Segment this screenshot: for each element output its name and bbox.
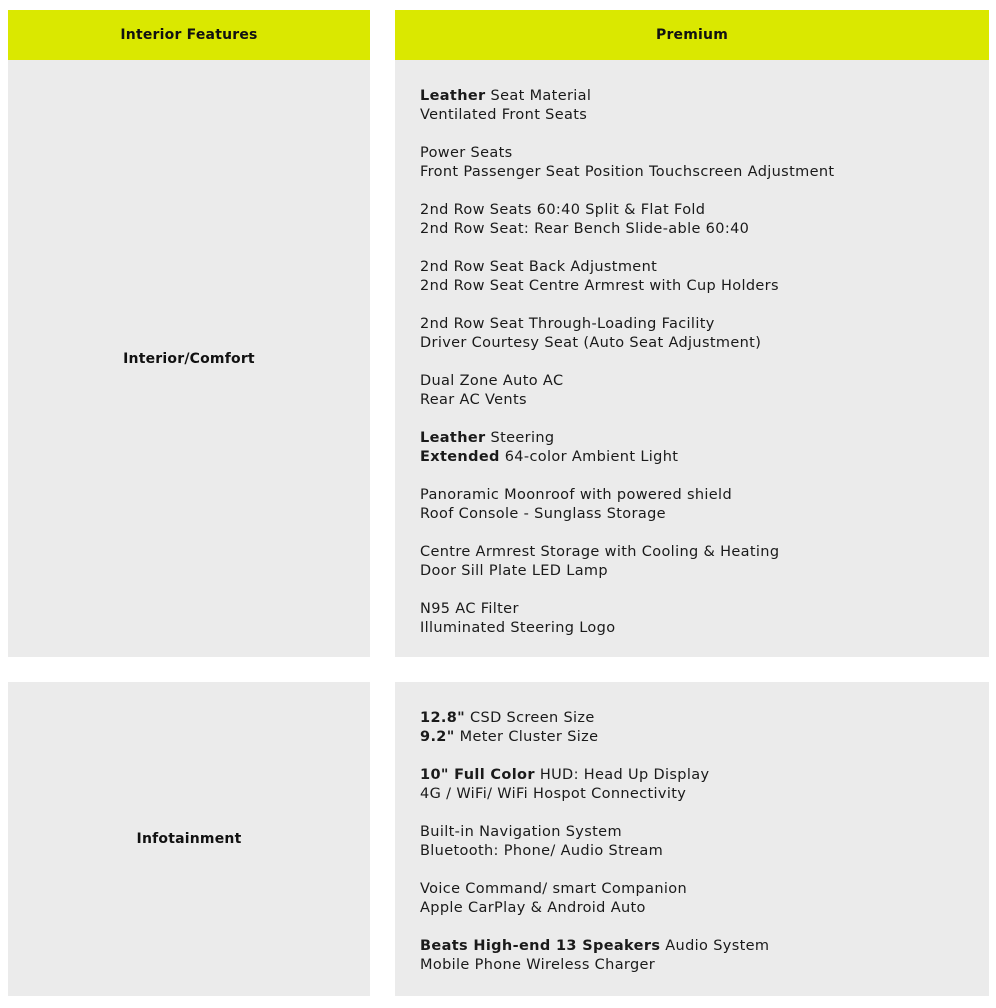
feature-item-text: Meter Cluster Size [454,729,599,745]
feature-item-emphasis: 12.8" [420,710,466,726]
feature-item [420,562,989,581]
feature-item [420,785,989,804]
feature-item-text: Voice Command/ smart Companion [420,881,688,897]
feature-item-text: Driver Courtesy Seat (Auto Seat Adjustment) [420,335,762,351]
feature-group [420,429,989,467]
feature-item-text: Roof Console - Sunglass Storage [420,506,666,522]
feature-item-text: 2nd Row Seat Through-Loading Facility [420,316,715,332]
feature-item [420,315,989,334]
feature-group [420,201,989,239]
section-label-cell [8,60,370,657]
feature-item-text: Door Sill Plate LED Lamp [420,563,608,579]
feature-item [420,543,989,562]
feature-item [420,937,989,956]
feature-item-text: Mobile Phone Wireless Charger [420,957,656,973]
feature-item-emphasis: Leather [420,88,486,104]
feature-item-text: Audio System [660,938,770,954]
feature-item [420,600,989,619]
feature-item [420,258,989,277]
feature-item-text: Dual Zone Auto AC [420,373,564,389]
feature-group [420,543,989,581]
feature-item [420,429,989,448]
feature-group [420,600,989,638]
section-label: Infotainment [136,831,242,847]
feature-item [420,842,989,861]
feature-item-text: Front Passenger Seat Position Touchscreen Adjustment [420,164,835,180]
header-interior-features [8,10,370,60]
feature-item [420,619,989,638]
feature-item-text: Centre Armrest Storage with Cooling & Heating [420,544,780,560]
feature-list [395,682,989,996]
header-col2-label: Premium [655,27,728,43]
feature-item [420,201,989,220]
feature-item-text: 2nd Row Seats 60:40 Split & Flat Fold [420,202,706,218]
feature-item [420,766,989,785]
header-premium [395,10,989,60]
section-label: Interior/Comfort [123,350,255,367]
feature-item [420,709,989,728]
section-label-cell [8,682,370,996]
feature-item-text: 64-color Ambient Light [499,449,679,465]
feature-group [420,766,989,804]
feature-item-text: Built-in Navigation System [420,824,622,840]
feature-item-text: Panoramic Moonroof with powered shield [420,487,732,503]
feature-item [420,220,989,239]
feature-item-text: Ventilated Front Seats [420,107,588,123]
feature-group [420,144,989,182]
feature-item-text: Bluetooth: Phone/ Audio Stream [420,843,664,859]
feature-item [420,144,989,163]
feature-item [420,956,989,975]
feature-group [420,823,989,861]
feature-item [420,372,989,391]
feature-item-text: Illuminated Steering Logo [420,620,616,636]
feature-item-emphasis: Extended [420,449,500,465]
feature-item-text: 2nd Row Seat: Rear Bench Slide-able 60:40 [420,221,750,237]
feature-item-emphasis: Beats High-end 13 Speakers [420,938,661,954]
feature-item [420,106,989,125]
feature-item-text: 2nd Row Seat Back Adjustment [420,259,658,275]
feature-group [420,880,989,918]
header-col1-label: Interior Features [120,27,258,43]
feature-item-text: Rear AC Vents [420,392,527,408]
feature-list [395,60,989,657]
feature-group [420,937,989,975]
feature-item [420,277,989,296]
feature-group [420,315,989,353]
feature-item-text: Steering [485,430,555,446]
feature-item [420,163,989,182]
feature-item-emphasis: 10" Full Color [420,767,535,783]
feature-item [420,391,989,410]
feature-group [420,709,989,747]
feature-item-text: 2nd Row Seat Centre Armrest with Cup Holders [420,278,779,294]
feature-item-text: 4G / WiFi/ WiFi Hospot Connectivity [420,786,687,802]
feature-item-emphasis: 9.2" [420,729,455,745]
feature-item-text: Power Seats [420,145,513,161]
feature-item-text: HUD: Head Up Display [534,767,710,783]
feature-item-emphasis: Leather [420,430,486,446]
feature-group [420,87,989,125]
feature-item [420,87,989,106]
feature-group [420,258,989,296]
feature-item [420,823,989,842]
feature-item-text: Seat Material [485,88,592,104]
feature-group [420,486,989,524]
feature-group [420,372,989,410]
feature-item [420,505,989,524]
feature-item-text: N95 AC Filter [420,601,519,617]
feature-item-text: Apple CarPlay & Android Auto [420,900,646,916]
feature-item [420,899,989,918]
feature-item [420,880,989,899]
feature-item [420,728,989,747]
feature-item [420,486,989,505]
feature-item-text: CSD Screen Size [465,710,595,726]
feature-item [420,334,989,353]
feature-item [420,448,989,467]
